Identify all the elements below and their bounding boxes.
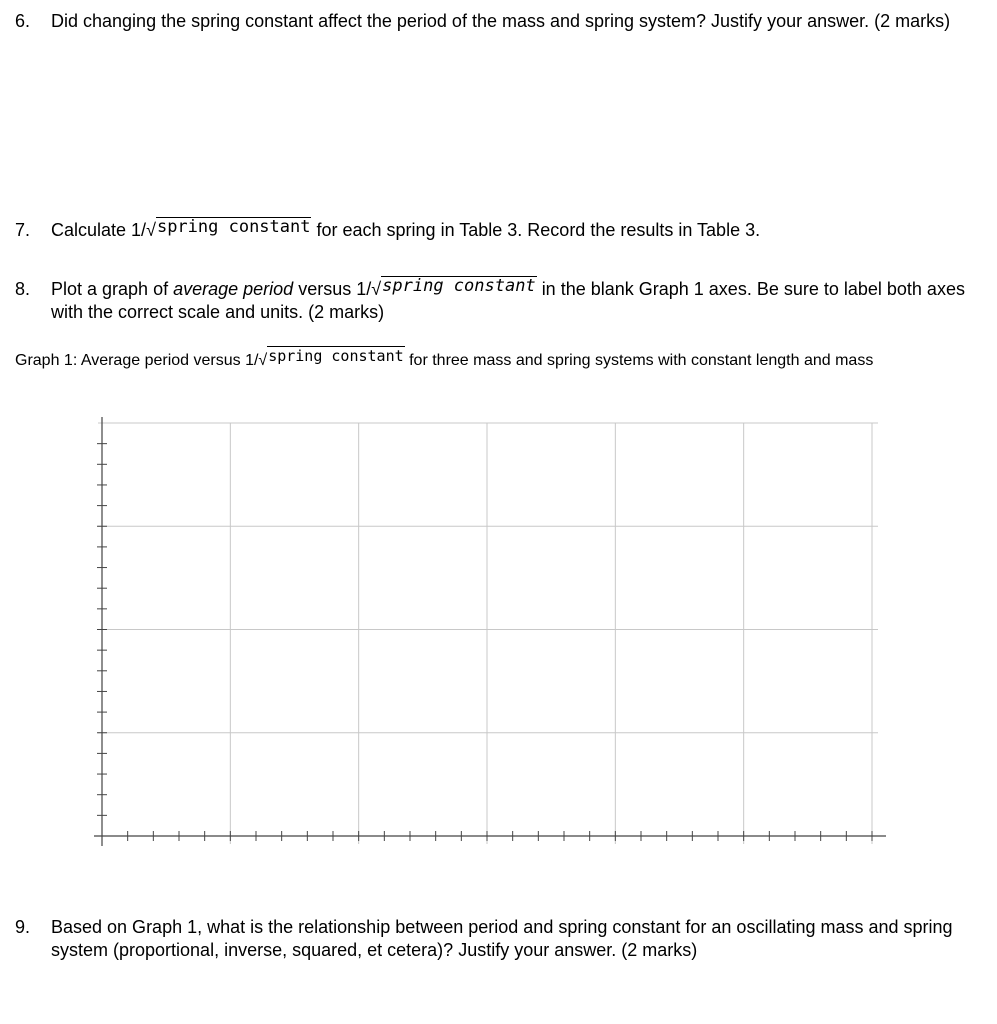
text-before: Plot a graph of (51, 279, 169, 299)
grid-lines (98, 423, 878, 844)
question-number: 8. (15, 279, 31, 299)
sqrt-term: spring constant (268, 347, 404, 365)
text-mid: versus 1/ (298, 279, 372, 299)
radical-sign: √ (258, 352, 268, 369)
sqrt-term: spring constant (156, 217, 311, 237)
text-before: Calculate 1/ (51, 220, 147, 240)
text-after: for each spring in Table 3. Record the results in Table 3. (316, 220, 761, 240)
question-number: 6. (15, 11, 31, 31)
axis-ticks (97, 444, 872, 841)
radical-sign: √ (371, 279, 382, 299)
question-number: 9. (15, 917, 31, 937)
axes (94, 417, 886, 846)
caption-text-after: for three mass and spring systems with constant length and mass (409, 352, 874, 369)
question-9 (15, 916, 975, 962)
question-text: Did changing the spring constant affect the period of the mass and spring system? Justify your answer. (2 marks) (51, 11, 951, 31)
emphasis: average period (173, 279, 294, 299)
radical-sign: √ (146, 220, 156, 240)
question-number: 7. (15, 220, 31, 240)
caption-text-before: Graph 1: Average period versus 1/ (15, 352, 259, 369)
text-after: in the blank Graph 1 axes. Be sure to label both axes with the correct scale and units. (2 marks) (51, 279, 965, 322)
sqrt-term: spring constant (382, 276, 536, 296)
question-text: Based on Graph 1, what is the relationship between period and spring constant for an oscillating mass and spring system (proportional, inverse, squared, et cetera)? Justify your answer. (2 marks) (51, 917, 953, 960)
